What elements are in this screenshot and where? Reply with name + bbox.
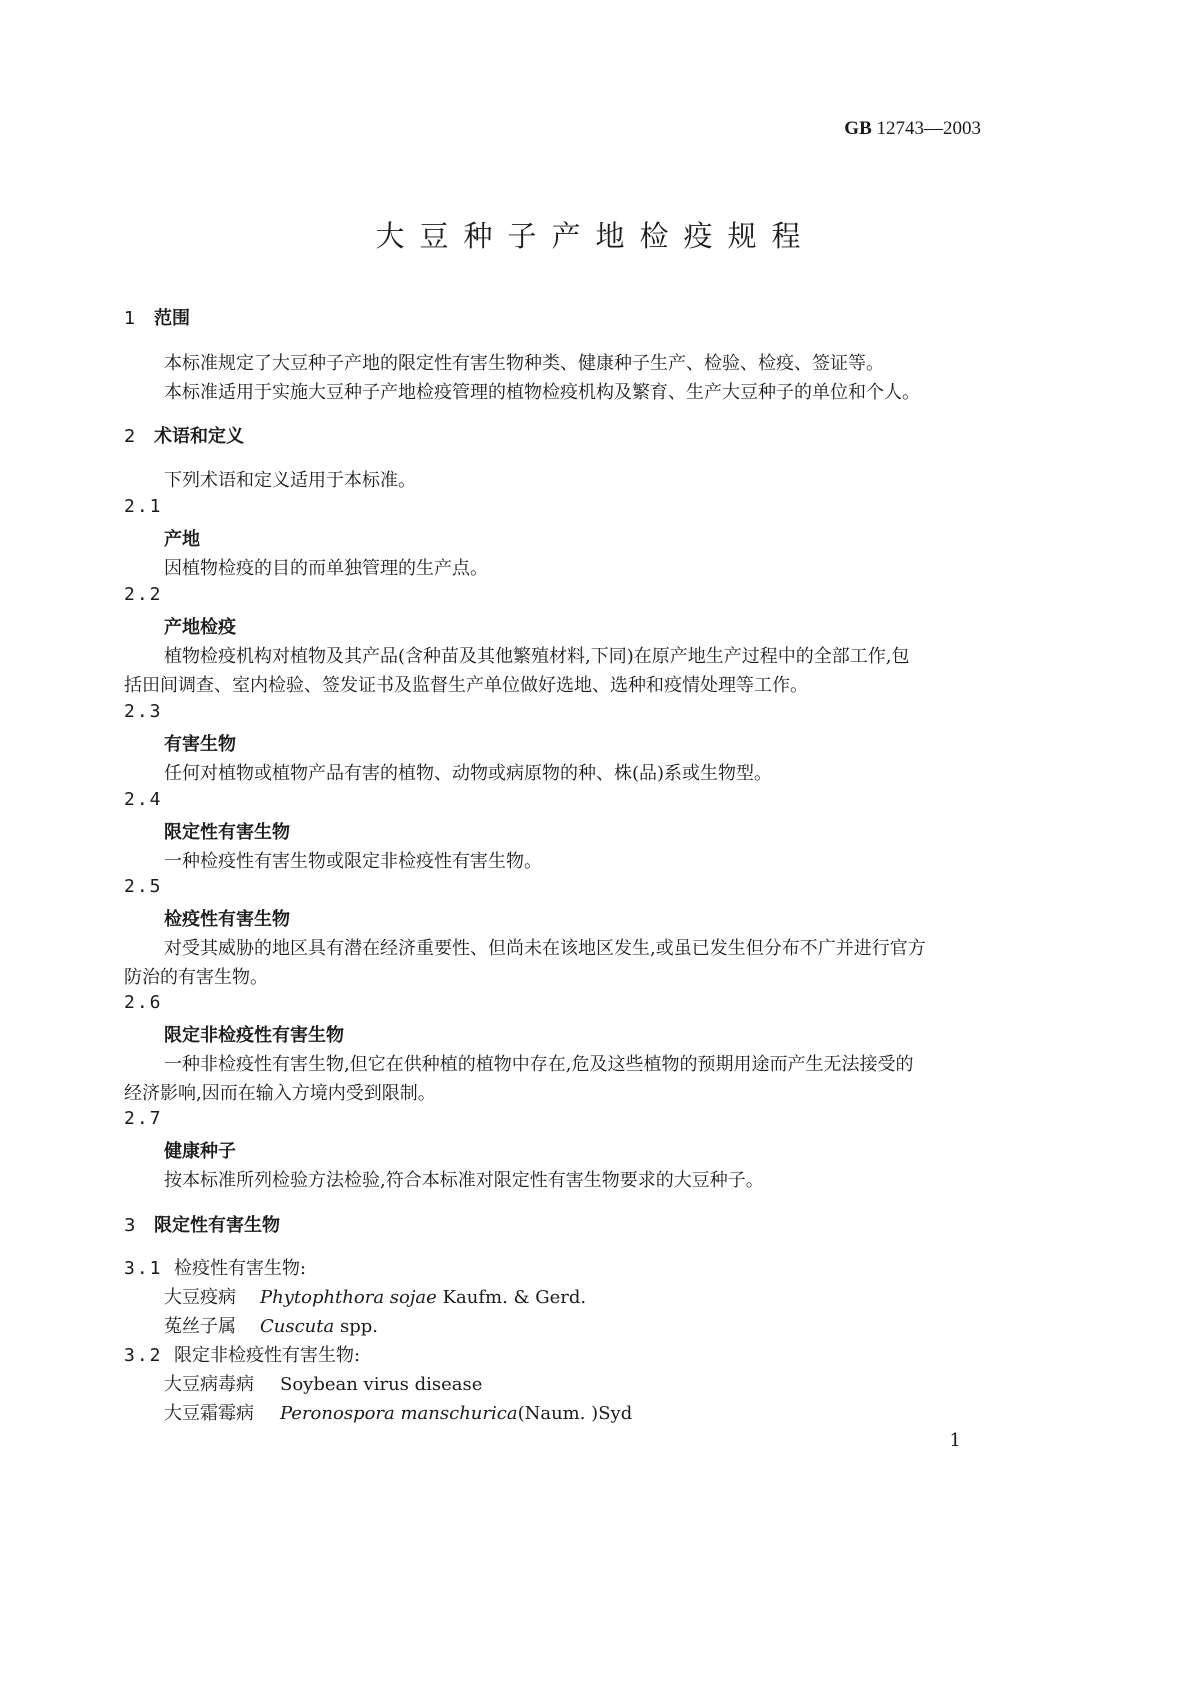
pest-scientific-name: Phytophthora sojae	[260, 1287, 437, 1308]
pest-authority: (Naum. )Syd	[517, 1403, 633, 1424]
clause-number: 3.1	[124, 1258, 163, 1279]
section-title: 范围	[154, 308, 190, 329]
clause-number: 3.2	[124, 1345, 163, 1366]
pest-authority: spp.	[339, 1316, 378, 1337]
clause-number: 2.6	[124, 992, 163, 1013]
term-definition-continued: 括田间调查、室内检验、签发证书及监督生产单位做好选地、选种和疫情处理等工作。	[124, 675, 808, 696]
standard-code: 12743—2003	[876, 118, 981, 139]
term-definition: 任何对植物或植物产品有害的植物、动物或病原物的种、株(品)系或生物型。	[164, 763, 773, 784]
term-definition: 一种检疫性有害生物或限定非检疫性有害生物。	[164, 851, 542, 872]
term-heading: 检疫性有害生物	[164, 909, 290, 930]
subsection-label: 限定非检疫性有害生物:	[174, 1345, 361, 1366]
term-definition: 对受其威胁的地区具有潜在经济重要性、但尚未在该地区发生,或虽已发生但分布不广并进行官方	[164, 938, 926, 959]
clause-number: 2.4	[124, 789, 163, 810]
section-number: 2	[124, 426, 136, 447]
section-number: 3	[124, 1215, 136, 1236]
page-number: 1	[949, 1430, 961, 1451]
section-title: 限定性有害生物	[154, 1215, 280, 1236]
section-1-paragraph: 本标准规定了大豆种子产地的限定性有害生物种类、健康种子生产、检验、检疫、签证等。	[164, 353, 884, 374]
pest-english-name: Soybean virus disease	[280, 1374, 483, 1395]
clause-number: 2.5	[124, 876, 163, 897]
clause-number: 2.7	[124, 1108, 163, 1129]
pest-chinese-name: 大豆疫病	[164, 1287, 236, 1308]
term-heading: 健康种子	[164, 1141, 236, 1162]
section-2-heading	[124, 422, 244, 448]
term-heading: 有害生物	[164, 734, 236, 755]
section-title: 术语和定义	[154, 426, 244, 447]
section-2-intro: 下列术语和定义适用于本标准。	[164, 470, 416, 491]
section-number: 1	[124, 308, 136, 329]
clause-number: 2.2	[124, 584, 163, 605]
pest-chinese-name: 菟丝子属	[164, 1316, 236, 1337]
clause-number: 2.1	[124, 496, 163, 517]
term-heading: 限定非检疫性有害生物	[164, 1025, 344, 1046]
section-3-heading	[124, 1211, 280, 1237]
pest-entry	[164, 1312, 378, 1338]
term-definition: 一种非检疫性有害生物,但它在供种植的植物中存在,危及这些植物的预期用途而产生无法接受的	[164, 1054, 914, 1075]
pest-chinese-name: 大豆病毒病	[164, 1374, 254, 1395]
subsection-label: 检疫性有害生物:	[174, 1258, 307, 1279]
pest-chinese-name: 大豆霜霉病	[164, 1403, 254, 1424]
term-definition-continued: 防治的有害生物。	[124, 967, 268, 988]
term-heading: 产地检疫	[164, 617, 236, 638]
pest-entry	[164, 1370, 482, 1396]
term-heading: 限定性有害生物	[164, 822, 290, 843]
pest-authority: Kaufm. & Gerd.	[442, 1287, 587, 1308]
pest-scientific-name: Peronospora manschurica	[280, 1403, 518, 1424]
term-heading: 产地	[164, 529, 200, 550]
section-1-heading	[124, 304, 190, 330]
term-definition: 因植物检疫的目的而单独管理的生产点。	[164, 558, 488, 579]
term-definition: 按本标准所列检验方法检验,符合本标准对限定性有害生物要求的大豆种子。	[164, 1170, 764, 1191]
standard-number	[844, 118, 981, 140]
document-title: 大豆种子产地检疫规程	[375, 219, 816, 253]
section-1-paragraph: 本标准适用于实施大豆种子产地检疫管理的植物检疫机构及繁育、生产大豆种子的单位和个人。	[164, 382, 920, 403]
subsection-3-2	[124, 1341, 360, 1367]
term-definition: 植物检疫机构对植物及其产品(含种苗及其他繁殖材料,下同)在原产地生产过程中的全部工作,包	[164, 646, 910, 667]
pest-entry	[164, 1283, 586, 1309]
standard-prefix: GB	[844, 118, 872, 139]
term-definition-continued: 经济影响,因而在输入方境内受到限制。	[124, 1083, 436, 1104]
pest-entry	[164, 1399, 632, 1425]
pest-scientific-name: Cuscuta	[260, 1316, 335, 1337]
clause-number: 2.3	[124, 701, 163, 722]
subsection-3-1	[124, 1254, 306, 1280]
